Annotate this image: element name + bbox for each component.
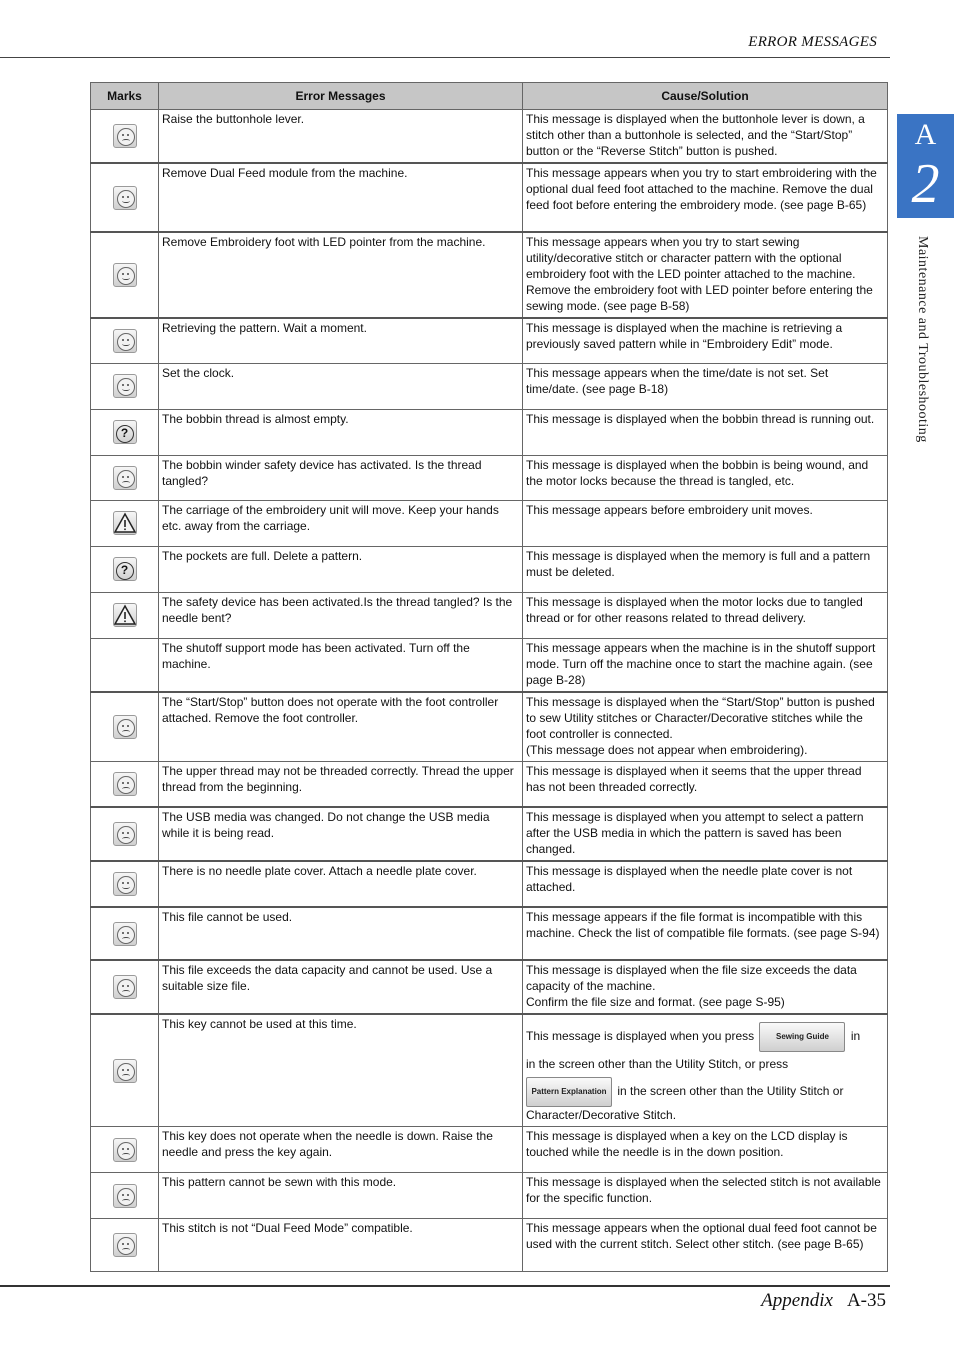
sad-face-icon (113, 466, 137, 490)
header-title: ERROR MESSAGES (748, 34, 877, 50)
cause-solution: This message is displayed when the machine is retrieving a previously saved pattern while in “Embroidery Edit” mode. (523, 318, 888, 363)
error-message: The safety device has been activated.Is the thread tangled? Is the needle bent? (159, 592, 523, 638)
cause-text: This message is displayed when the “Start/Stop” button is pushed to sew Utility stitches or Character/Decorative stitches while the foot controller is connected. (526, 694, 875, 741)
sad-face-icon (113, 715, 137, 739)
cause-solution: This message is displayed when the memory is full and a pattern must be deleted. (523, 546, 888, 592)
table-row (91, 761, 888, 807)
smile-face-icon (113, 329, 137, 353)
sad-face-icon (113, 922, 137, 946)
cause-solution: This message is displayed when the bobbin is being wound, and the motor locks because the thread is tangled, etc. (523, 455, 888, 500)
sewing-guide-key-image: Sewing Guide (759, 1022, 845, 1052)
error-message: The carriage of the embroidery unit will move. Keep your hands etc. away from the carriage. (159, 500, 523, 546)
error-message: Remove Embroidery foot with LED pointer from the machine. (159, 232, 523, 318)
cause-solution: This message appears when you try to start sewing utility/decorative stitch or character pattern with the optional embroidery foot with the LED pointer attached to the machine. Remove the embroidery foot with LED pointer before entering the sewing mode. (see page B-58) (523, 232, 888, 318)
sad-face-icon (113, 1059, 137, 1083)
cause-solution: This message appears before embroidery unit moves. (523, 500, 888, 546)
table-row (91, 592, 888, 638)
table-row (91, 1173, 888, 1219)
table-row (91, 232, 888, 318)
error-message: Retrieving the pattern. Wait a moment. (159, 318, 523, 363)
sad-face-icon (113, 1138, 137, 1162)
error-message: This file cannot be used. (159, 907, 523, 960)
error-message: This key does not operate when the needle is down. Raise the needle and press the key again. (159, 1127, 523, 1173)
cause-solution (523, 960, 888, 1014)
cause-solution: This message appears when you try to start embroidering with the optional dual feed foot attached to the machine. Remove the dual feed foot before entering the embroidery mode. (see page B-65) (523, 163, 888, 232)
table-row (91, 546, 888, 592)
empty-mark (91, 638, 159, 692)
page-number: A-35 (846, 1290, 886, 1311)
header-rule (0, 57, 890, 58)
table-row (91, 1219, 888, 1272)
error-message: There is no needle plate cover. Attach a needle plate cover. (159, 861, 523, 907)
table-row (91, 861, 888, 907)
cause-text-in: in (850, 1029, 861, 1044)
cause-solution: This message is displayed when the motor locks due to tangled thread or for other reasons related to thread delivery. (523, 592, 888, 638)
chapter-section-title: Maintenance and Troubleshooting (915, 236, 930, 443)
footer-rule (0, 1285, 890, 1287)
error-message: The “Start/Stop” button does not operate with the foot controller attached. Remove the foot controller. (159, 692, 523, 762)
chapter-tab (897, 114, 954, 218)
cause-solution: This message is displayed when the buttonhole lever is down, a stitch other than a buttonhole is selected, and the “Start/Stop” button or the “Reverse Stitch” button is pushed. (523, 110, 888, 164)
error-message: This file exceeds the data capacity and cannot be used. Use a suitable size file. (159, 960, 523, 1014)
smile-face-icon (113, 186, 137, 210)
error-message: The USB media was changed. Do not change the USB media while it is being read. (159, 807, 523, 861)
sad-face-icon (113, 1184, 137, 1208)
chapter-letter: A (914, 118, 937, 151)
cause-solution: This message appears when the time/date is not set. Set time/date. (see page B-18) (523, 363, 888, 409)
cause-note: Confirm the file size and format. (see page S-95) (526, 995, 785, 1009)
column-header-messages: Error Messages (159, 83, 523, 110)
error-message: The pockets are full. Delete a pattern. (159, 546, 523, 592)
cause-note: (This message does not appear when embroidering). (526, 742, 808, 757)
cause-solution: This message is displayed when it seems that the upper thread has not been threaded correctly. (523, 761, 888, 807)
chapter-number: 2 (911, 153, 940, 215)
smile-face-icon (113, 872, 137, 896)
table-row (91, 110, 888, 164)
cause-text: in the screen other than the Utility Stitch, or press (526, 1057, 789, 1071)
sad-face-icon (113, 772, 137, 796)
table-row (91, 1014, 888, 1127)
table-row (91, 692, 888, 762)
warning-icon (113, 511, 137, 535)
table-row (91, 318, 888, 363)
table-row (91, 455, 888, 500)
table-row (91, 807, 888, 861)
cause-solution: This message appears if the file format is incompatible with this machine. Check the list of compatible file formats. (see page S-94) (523, 907, 888, 960)
table-row (91, 638, 888, 692)
table-row (91, 500, 888, 546)
sad-face-icon (113, 975, 137, 999)
question-icon: ? (113, 557, 137, 581)
table-row (91, 163, 888, 232)
error-message: The bobbin winder safety device has activated. Is the thread tangled? (159, 455, 523, 500)
error-message: Set the clock. (159, 363, 523, 409)
error-message: This pattern cannot be sewn with this mode. (159, 1173, 523, 1219)
error-message: Raise the buttonhole lever. (159, 110, 523, 164)
error-message: This stitch is not “Dual Feed Mode” compatible. (159, 1219, 523, 1272)
cause-solution: This message appears when the optional dual feed foot cannot be used with the current stitch. Select other stitch. (see page B-65) (523, 1219, 888, 1272)
error-message: The upper thread may not be threaded correctly. Thread the upper thread from the beginning. (159, 761, 523, 807)
table-row (91, 960, 888, 1014)
footer-section: Appendix (761, 1290, 833, 1311)
warning-icon (113, 603, 137, 627)
error-message: The shutoff support mode has been activated. Turn off the machine. (159, 638, 523, 692)
cause-solution (523, 1014, 888, 1127)
cause-solution: This message is displayed when the needle plate cover is not attached. (523, 861, 888, 907)
cause-text: This message is displayed when you press (526, 1029, 755, 1044)
column-header-marks: Marks (91, 83, 159, 110)
table-row (91, 1127, 888, 1173)
error-message: Remove Dual Feed module from the machine. (159, 163, 523, 232)
smile-face-icon (113, 263, 137, 287)
cause-text: in the screen other than the Utility Stitch or Character/Decorative Stitch. (526, 1084, 844, 1122)
sad-face-icon (113, 822, 137, 846)
error-message: The bobbin thread is almost empty. (159, 409, 523, 455)
table-row (91, 907, 888, 960)
page-footer (761, 1290, 886, 1312)
sad-face-icon (113, 1233, 137, 1257)
table-row (91, 409, 888, 455)
cause-solution: This message appears when the machine is in the shutoff support mode. Turn off the machine once to start the machine again. (see page B-28) (523, 638, 888, 692)
smile-face-icon (113, 374, 137, 398)
pattern-explanation-key-image: Pattern Explanation (526, 1077, 612, 1107)
error-messages-table (90, 82, 888, 1272)
table-row (91, 363, 888, 409)
question-icon: ? (113, 420, 137, 444)
cause-solution: This message is displayed when you attempt to select a pattern after the USB media in which the pattern is saved has been changed. (523, 807, 888, 861)
cause-solution: This message is displayed when the bobbin thread is running out. (523, 409, 888, 455)
column-header-cause: Cause/Solution (523, 83, 888, 110)
error-message: This key cannot be used at this time. (159, 1014, 523, 1127)
cause-solution: This message is displayed when the selected stitch is not available for the specific function. (523, 1173, 888, 1219)
cause-solution (523, 692, 888, 762)
sad-face-icon (113, 124, 137, 148)
cause-solution: This message is displayed when a key on the LCD display is touched while the needle is in the down position. (523, 1127, 888, 1173)
cause-text: This message is displayed when the file size exceeds the data capacity of the machine. (526, 963, 857, 993)
